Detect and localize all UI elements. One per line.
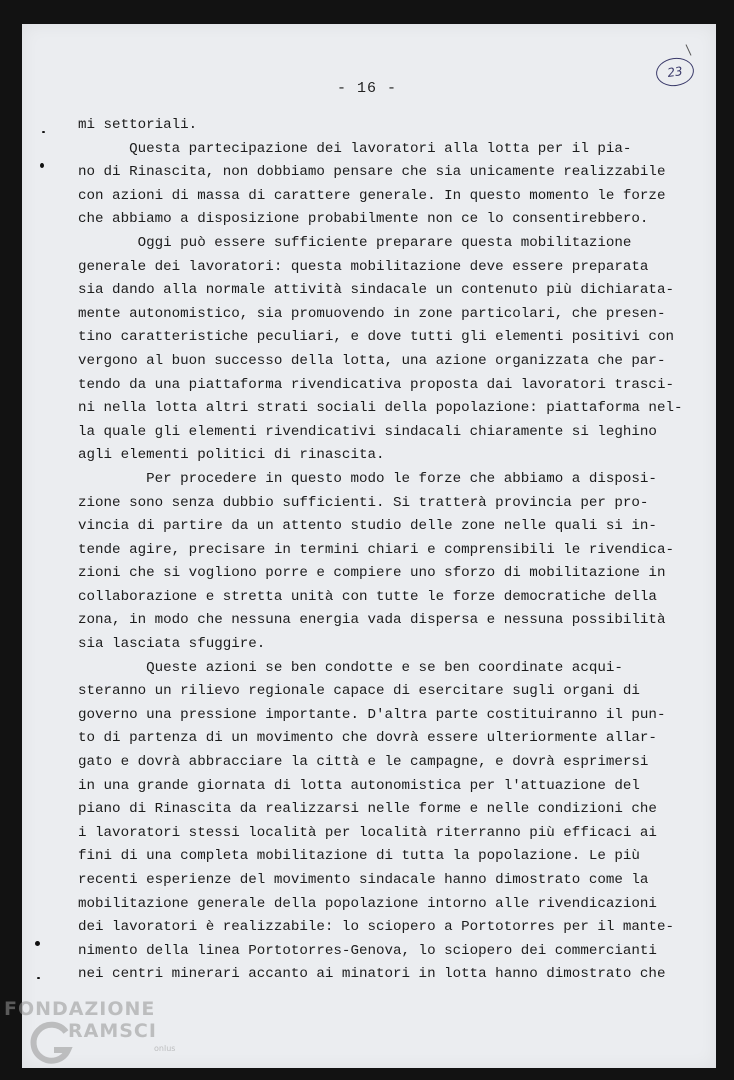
text-line: la quale gli elementi rivendicativi sindacali chiaramente si leghino [78,423,657,440]
text-line: piano di Rinascita da realizzarsi nelle forme e nelle condizioni che [78,801,657,818]
margin-mark [42,131,45,133]
watermark-line2: RAMSCI [68,1020,157,1042]
text-line: nei centri minerari accanto ai minatori in lotta hanno dimostrato che [78,966,666,983]
typed-text-body [78,114,683,987]
text-line: in una grande giornata di lotta autonomistica per l'attuazione del [78,777,640,794]
text-line: steranno un rilievo regionale capace di esercitare sugli organi di [78,683,640,700]
text-line: mobilitazione generale della popolazione intorno alle rivendicazioni [78,895,657,912]
text-line: Oggi può essere sufficiente preparare questa mobilitazione [78,234,632,251]
text-line: nimento della linea Portotorres-Genova, lo sciopero dei commercianti [78,942,657,959]
margin-mark [40,163,44,168]
text-line: sia dando alla normale attività sindacale un contenuto più dichiarata- [78,282,674,299]
text-line: Queste azioni se ben condotte e se ben coordinate acqui- [78,659,623,676]
text-line: Questa partecipazione dei lavoratori alla lotta per il pia- [78,140,632,157]
text-line: generale dei lavoratori: questa mobilitazione deve essere preparata [78,258,649,275]
margin-mark [37,977,40,979]
text-line: zona, in modo che nessuna energia vada dispersa e nessuna possibilità [78,612,666,629]
text-line: sia lasciata sfuggire. [78,636,266,653]
text-line: recenti esperienze del movimento sindacale hanno dimostrato come la [78,872,649,888]
text-line: Per procedere in questo modo le forze che abbiamo a disposi- [78,470,657,487]
archive-page-number: 23 [654,55,696,88]
text-line: tino caratteristiche peculiari, e dove tutti gli elementi positivi con [78,329,674,346]
text-line: agli elementi politici di rinascita. [78,447,385,464]
text-line: mente autonomistico, sia promuovendo in zone particolari, che presen- [78,305,666,322]
watermark [4,998,176,1053]
text-line: no di Rinascita, non dobbiamo pensare che sia unicamente realizzabile [78,164,666,181]
text-line: governo una pressione importante. D'altra parte costituiranno il pun- [78,706,666,723]
margin-mark [35,941,40,946]
text-line: mi settoriali. [78,117,198,133]
text-line: dei lavoratori è realizzabile: lo sciopero a Portotorres per il mante- [78,919,674,936]
text-line: tendo da una piattaforma rivendicativa proposta dai lavoratori trasci- [78,376,674,393]
text-line: che abbiamo a disposizione probabilmente non ce lo consentirebbero. [78,211,649,228]
text-line: tende agire, precisare in termini chiari e comprensibili le rivendica- [78,541,674,558]
text-line: vergono al buon successo della lotta, una azione organizzata che par- [78,352,666,369]
watermark-line1: FONDAZIONE [4,998,156,1020]
text-line: collaborazione e stretta unità con tutte le forze democratiche della [78,588,657,605]
watermark-suffix: onlus [154,1044,176,1053]
text-line: gato e dovrà abbracciare la città e le campagne, e dovrà esprimersi [78,754,649,771]
text-line: i lavoratori stessi località per località riterranno più efficaci ai [78,824,657,841]
text-line: fini di una completa mobilitazione di tutta la popolazione. Le più [78,848,640,865]
text-line: to di partenza di un movimento che dovrà essere ulteriormente allar- [78,730,657,747]
text-line: vincia di partire da un attento studio delle zone nelle quali si in- [78,518,657,535]
text-line: con azioni di massa di carattere generale. In questo momento le forze [78,187,666,204]
text-line: ni nella lotta altri strati sociali della popolazione: piattaforma nel- [78,400,683,417]
text-line: zione sono senza dubbio sufficienti. Si tratterà provincia per pro- [78,494,649,511]
text-line: zioni che si vogliono porre e compiere uno sforzo di mobilitazione in [78,565,666,582]
page-number: - 16 - [336,80,397,97]
